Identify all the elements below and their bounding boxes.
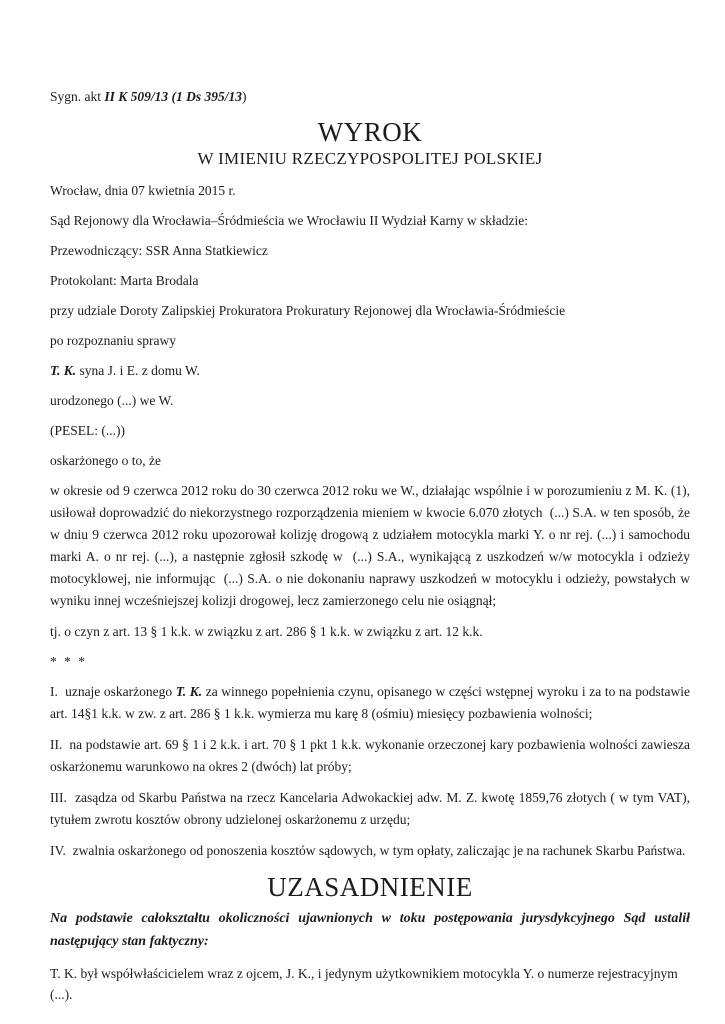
judgment-subtitle: W IMIENIU RZECZYPOSPOLITEJ POLSKIEJ bbox=[197, 149, 543, 168]
defendant-parents: syna J. i E. z domu W. bbox=[76, 363, 200, 378]
defendant-initials: T. K. bbox=[50, 363, 77, 378]
court-composition-line: Sąd Rejonowy dla Wrocławia–Śródmieścia we Wrocławiu II Wydział Karny w składzie: bbox=[50, 213, 528, 228]
verdict-point-1 bbox=[50, 681, 690, 725]
after-hearing-line: po rozpoznaniu sprawy bbox=[50, 333, 176, 348]
justification-title: UZASADNIENIE bbox=[267, 872, 473, 902]
facts-paragraph: T. K. był współwłaścicielem wraz z ojcem, J. K., i jedynym użytkownikiem motocykla Y. o numerze rejestracyjnym (...). bbox=[50, 966, 678, 1002]
case-ref-suffix: ) bbox=[242, 89, 247, 104]
case-reference bbox=[50, 86, 690, 107]
section-separator: * * * bbox=[50, 654, 87, 669]
presiding-judge-line: Przewodniczący: SSR Anna Statkiewicz bbox=[50, 243, 268, 258]
justification-lead-paragraph: Na podstawie całokształtu okoliczności ujawnionych w toku postępowania jurysdykcyjnego Sąd ustalił następujący stan faktyczny: bbox=[50, 911, 690, 949]
accused-of-line: oskarżonego o to, że bbox=[50, 453, 161, 468]
defendant-line bbox=[50, 360, 690, 381]
birth-line: urodzonego (...) we W. bbox=[50, 393, 174, 408]
legal-qualification-line: tj. o czyn z art. 13 § 1 k.k. w związku z art. 286 § 1 k.k. w związku z art. 12 k.k. bbox=[50, 624, 483, 639]
recorder-line: Protokolant: Marta Brodala bbox=[50, 273, 199, 288]
place-date-line: Wrocław, dnia 07 kwietnia 2015 r. bbox=[50, 183, 236, 198]
verdict-1-defendant-initials: T. K. bbox=[175, 684, 203, 699]
verdict-point-2: II. na podstawie art. 69 § 1 i 2 k.k. i art. 70 § 1 pkt 1 k.k. wykonanie orzeczonej kary pozbawienia wolności zawiesza oskarżonemu warunkowo na okres 2 (dwóch) lat próby; bbox=[50, 737, 690, 774]
charge-paragraph: w okresie od 9 czerwca 2012 roku do 30 czerwca 2012 roku we W., działając wspólnie i w porozumieniu z M. K. (1), usiłował doprowadzić do niekorzystnego rozporządzenia mieniem w kwocie 6.070 złotych (...) S.A. w ten sposób, że w dniu 9 czerwca 2012 roku upozorował kolizję drogową z udziałem motocykla marki Y. o nr rej. (...) i samochodu marki A. o nr rej. (...), a następnie zgłosił szkodę w (...) S.A., wynikającą z uszkodzeń w/w motocykla i odzieży motocyklowej, nie informując (...) S.A. o nie dokonaniu naprawy uszkodzeń w motocyklu i odzieży, powstałych w wyniku innej wcześniejszej kolizji drogowej, lecz zamierzonego celu nie osiągnął; bbox=[50, 483, 690, 608]
verdict-point-3: III. zasądza od Skarbu Państwa na rzecz Kancelaria Adwokackiej adw. M. Z. kwotę 1859,76 złotych ( w tym VAT), tytułem zwrotu kosztów obrony udzielonej oskarżonemu z urzędu; bbox=[50, 790, 690, 827]
judgment-title: WYROK bbox=[317, 117, 423, 147]
pesel-line: (PESEL: (...)) bbox=[50, 423, 125, 438]
prosecutor-line: przy udziale Doroty Zalipskiej Prokuratora Prokuratury Rejonowej dla Wrocławia-Śródmieście bbox=[50, 303, 566, 318]
verdict-point-4: IV. zwalnia oskarżonego od ponoszenia kosztów sądowych, w tym opłaty, zaliczając je na rachunek Skarbu Państwa. bbox=[50, 843, 686, 858]
case-ref-prefix: Sygn. akt bbox=[50, 89, 105, 104]
verdict-1-suffix: za winnego popełnienia czynu, opisanego w części wstępnej wyroku i za to na podstawie art. 14§1 k.k. w zw. z art. 286 § 1 k.k. wymierza mu karę 8 (ośmiu) miesięcy pozbawienia wolności; bbox=[50, 684, 690, 721]
case-ref-number: II K 509/13 (1 Ds 395/13 bbox=[104, 89, 243, 104]
verdict-1-prefix: I. uznaje oskarżonego bbox=[50, 684, 176, 699]
